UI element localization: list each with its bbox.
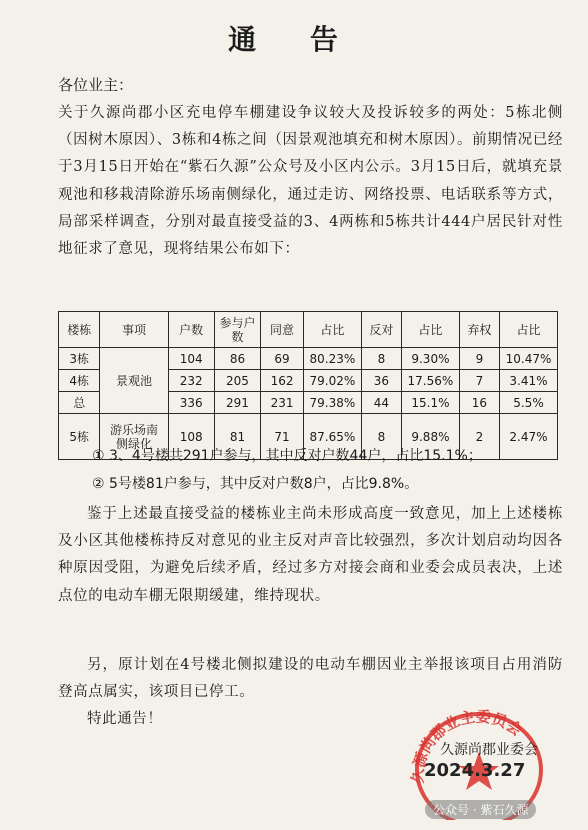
cell-abstain: 7 — [459, 370, 499, 392]
cell-participants: 291 — [214, 392, 260, 414]
cell-households: 104 — [168, 348, 214, 370]
table-row — [59, 348, 558, 370]
cell-agree: 71 — [261, 414, 304, 460]
header-participants: 参与户数 — [214, 312, 260, 348]
cell-building: 4栋 — [59, 370, 100, 392]
cell-households: 108 — [168, 414, 214, 460]
cell-abstain: 9 — [459, 348, 499, 370]
cell-agree-pct: 79.38% — [303, 392, 361, 414]
paragraph-supplement: 另，原计划在4号楼北侧拟建设的电动车棚因业主举报该项目占用消防登高点属实，该项目已停工。 — [58, 657, 563, 701]
svg-text:久源尚郡业主委员会: 久源尚郡业主委员会 — [408, 707, 526, 784]
cell-abstain-pct: 5.5% — [499, 392, 557, 414]
greeting: 各位业主： — [58, 76, 134, 94]
cell-agree: 231 — [261, 392, 304, 414]
header-abstain-pct: 占比 — [499, 312, 557, 348]
paragraph-conclusion: 鉴于上述最直接受益的楼栋业主尚未形成高度一致意见，加上上述楼栋及小区其他楼栋持反对意见的业主反对声音比较强烈，多次计划启动均因各种原因受阻，为避免后续矛盾，经过多方对接会商和业委会成员表决，上述点位的电动车棚无限期缓建，维持现状。 — [58, 506, 563, 604]
signing-date: 2024.3.27 — [424, 760, 526, 781]
cell-abstain-pct: 3.41% — [499, 370, 557, 392]
cell-item: 景观池 — [100, 348, 168, 414]
watermark: 公众号 · 紫石久源 — [425, 800, 536, 819]
note-1: ① 3、4号楼共291户参与，其中反对户数44户，占比15.1%； — [92, 448, 482, 464]
cell-households: 232 — [168, 370, 214, 392]
header-oppose-pct: 占比 — [401, 312, 459, 348]
cell-agree: 162 — [261, 370, 304, 392]
cell-oppose-pct: 9.88% — [401, 414, 459, 460]
cell-oppose: 8 — [361, 348, 401, 370]
cell-oppose: 36 — [361, 370, 401, 392]
cell-agree-pct: 79.02% — [303, 370, 361, 392]
cell-agree-pct: 87.65% — [303, 414, 361, 460]
cell-building: 3栋 — [59, 348, 100, 370]
cell-abstain-pct: 2.47% — [499, 414, 557, 460]
cell-oppose-pct: 9.30% — [401, 348, 459, 370]
cell-oppose-pct: 15.1% — [401, 392, 459, 414]
header-agree-pct: 占比 — [303, 312, 361, 348]
cell-abstain: 16 — [459, 392, 499, 414]
header-abstain: 弃权 — [459, 312, 499, 348]
paragraph-closing: 特此通告！ — [87, 711, 163, 727]
cell-agree: 69 — [261, 348, 304, 370]
header-households: 户数 — [168, 312, 214, 348]
cell-item: 游乐场南侧绿化 — [100, 414, 168, 460]
note-2: ② 5号楼81户参与，其中反对户数8户，占比9.8%。 — [92, 476, 419, 492]
results-table — [58, 311, 558, 460]
cell-building: 5栋 — [59, 414, 100, 460]
cell-abstain: 2 — [459, 414, 499, 460]
paragraph-intro — [58, 100, 563, 263]
cell-participants: 81 — [214, 414, 260, 460]
cell-oppose: 44 — [361, 392, 401, 414]
cell-oppose: 8 — [361, 414, 401, 460]
cell-agree-pct: 80.23% — [303, 348, 361, 370]
table-header-row — [59, 312, 558, 348]
notice-title: 通 告 — [228, 23, 360, 56]
cell-building: 总 — [59, 392, 100, 414]
header-oppose: 反对 — [361, 312, 401, 348]
cell-abstain-pct: 10.47% — [499, 348, 557, 370]
cell-households: 336 — [168, 392, 214, 414]
cell-oppose-pct: 17.56% — [401, 370, 459, 392]
header-agree: 同意 — [261, 312, 304, 348]
signature: 久源尚郡业委会 — [440, 742, 538, 758]
cell-participants: 205 — [214, 370, 260, 392]
header-building: 楼栋 — [59, 312, 100, 348]
paragraph-intro-text: 关于久源尚郡小区充电停车棚建设争议较大及投诉较多的两处：5栋北侧（因树木原因）、3栋和4栋之间（因景观池填充和树木原因）。前期情况已经于3月15日开始在“紫石久源”公众号及小区内公示。3月15日后，就填充景观池和移栽清除游乐场南侧绿化，通过走访、网络投票、电话联系等方式，局部采样调查，分别对最直接受益的3、4两栋和5栋共计444户居民针对性地征求了意见，现将结果公布如下： — [58, 105, 563, 258]
header-item: 事项 — [100, 312, 168, 348]
cell-participants: 86 — [214, 348, 260, 370]
